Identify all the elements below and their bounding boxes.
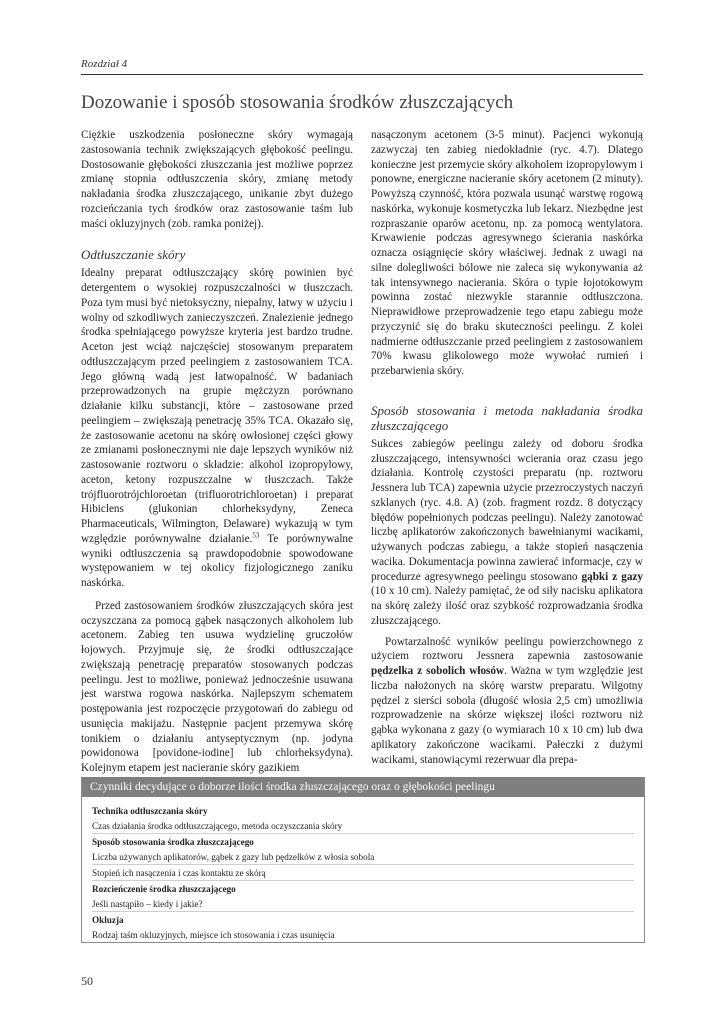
page-number: 50: [81, 974, 93, 988]
preparation-paragraph: Przed zastosowaniem środków złuszczających skóra jest oczyszczana za pomocą gąbek nasączonych alkoholem lub acetonem. Zabieg ten usuwa wydzielinę gruczołów łojowych. Przyjmuje się, że środki odtłuszczające zwiększają penetrację preparatów stosowanych podczas peelingu. Jest to możliwe, ponieważ jednocześnie usuwana jest warstwa rogowa naskórka. Najlepszym schematem postępowania jest rozpoczęcie przygotowań do zabiegu od usunięcia makijażu. Następnie pacjent przemywa skórę tonikiem o działaniu antyseptycznym (np. jodyna powidonowa [povidone-iodine] lub chlorheksydyna). Kolejnym etapem jest nacieranie skóry gazikiem: [81, 599, 353, 774]
degreasing-paragraph: Idealny preparat odtłuszczający skórę powinien być detergentem o wysokiej rozpuszczalności w tłuszczach. Poza tym musi być nietoksyczny, niepalny, łatwy w użyciu i wolny od szkodliwych zanieczyszczeń. Znalezienie jednego środka spełniającego powyższe kryteria jest bardzo trudne. Aceton jest wciąż najczęściej stosowanym preparatem odtłuszczającym przed peelingiem z zastosowaniem TCA. Jego główną wadą jest łatwopalność. W badaniach przeprowadzonych na grupie mężczyzn porównano działanie kilku substancji, które – zastosowane przed peelingiem – zwiększają penetrację 35% TCA. Okazało się, że zastosowanie acetonu na skórę owłosionej części głowy ze zmianami posłonecznymi nie daje lepszych wyników niż zastosowanie roztworu o składzie: alkohol izopropylowy, aceton, ketony rozpuszczalne w tłuszczach. Także trójfluorotrójchloroetan (trifluorotrichloroetan) i preparat Hibiclens (glukonian chlorheksydyny, Zeneca Pharmaceuticals, Wilmington, Delaware) wykazują w tym względzie porównywalne działanie.$^{53}$ Te porównywalne wyniki odtłuszczenia są prawdopodobnie spowodowane występowaniem w tej okolicy fizjologicznego zaniku naskórka.: [81, 267, 353, 589]
section-title: Dozowanie i sposób stosowania środków złuszczających: [81, 92, 514, 113]
bold-gauze: gąbki z gazy: [581, 570, 643, 583]
factors-box-title: Czynniki decydujące o doborze ilości środka złuszczającego oraz o głębokości peelingu: [82, 777, 644, 797]
box-item: Stopień ich nasączenia i czas kontaktu ze skórą: [92, 865, 634, 881]
bold-sable-brush: pędzelka z sobolich włosów: [371, 665, 505, 677]
left-column: [81, 128, 353, 776]
header-rule: [81, 74, 643, 75]
chapter-label: Rozdział 4: [81, 58, 128, 70]
factors-box: [81, 777, 645, 943]
intro-paragraph: Ciężkie uszkodzenia posłoneczne skóry wymagają zastosowania technik zwiększających głębokość peelingu. Dostosowanie głębokości złuszczania jest możliwe poprzez zmianę stopnia odtłuszczenia skóry, zmianę metody nakładania środka złuszczającego, unikanie zbyt dużego rozcieńczania tych środków oraz zastosowanie taśm lub maści okluzyjnych (zob. ramka poniżej).: [81, 129, 353, 230]
footnote-ref: 53: [252, 531, 260, 540]
right-column: [371, 128, 643, 767]
box-item: Liczba używanych aplikatorów, gąbek z gazy lub pędzelków z włosia sobola: [92, 849, 634, 865]
subheading-degreasing: Odtłuszczanie skóry: [81, 247, 186, 263]
box-heading: Okluzja: [92, 915, 124, 925]
box-heading: Rozcieńczenie środka złuszczającego: [92, 884, 236, 894]
box-item: Czas działania środka odtłuszczającego, metoda oczyszczania skóry: [92, 818, 634, 834]
application-paragraph: Sukces zabiegów peelingu zależy od doboru środka złuszczającego, intensywności wcierania oraz czasu jego działania. Kontrolę czystości preparatu (np. roztworu Jessnera lub TCA) zapewnia użycie przezroczystych naczyń szklanych (ryc. 4.8. A) (zob. fragment rozdz. 8 dotyczący błędów popełnionych podczas peelingu). Należy zanotować liczbę aplikatorów zakończonych bawełnianymi wacikami, używanych podczas zabiegu, a także stopień nasączenia wacika. Dokumentacja powinna zawierać informacje, czy w procedurze agresywnego peelingu stosowano gąbki z gazy (10 x 10 cm). Należy pamiętać, że od siły nacisku aplikatora na skórę zależy ilość oraz szybkość rozprowadzania środka złuszczającego.: [371, 437, 643, 627]
brush-paragraph: Powtarzalność wyników peelingu powierzchownego z użyciem roztworu Jessnera zapewnia zastosowanie pędzelka z sobolich włosów. Ważna w tym względzie jest liczba nałożonych na skórę warstw preparatu. Wilgotny pędzel z sierści sobola (długość włosia 2,5 cm) umożliwia rozprowadzenie na skórze większej ilości roztworu niż gąbka wykonana z gazy (o wymiarach 10 x 10 cm) lub dwa aplikatory zakończone wacikami. Pałeczki z dużymi wacikami, stanowiącymi rezerwuar dla prepa-: [371, 635, 643, 766]
factors-box-body: [82, 797, 644, 942]
continuation-paragraph: nasączonym acetonem (3-5 minut). Pacjenci wykonują zazwyczaj ten zabieg niedokładnie (ryc. 4.7). Dlatego konieczne jest przemycie skóry alkoholem izopropylowym i ponowne, energiczne nacieranie skóry acetonem (2 minuty). Powyższą czynność, która pozwala usunąć warstwę rogową naskórka, wykonuje kosmetyczka lub lekarz. Niezbędne jest rozpraszanie oparów acetonu, np. za pomocą wentylatora. Krwawienie podczas agresywnego ścierania naskórka oznacza osiągnięcie skóry właściwej. Jednak z uwagi na silne dolegliwości bólowe nie zaleca się wykonywania aż tak intensywnego nacierania. Skóra o typie łojotokowym powinna zostać niezwykle starannie odtłuszczona. Nieprawidłowe przeprowadzenie tego etapu zabiegu może przyczynić się do braku skuteczności peelingu. Z kolei nadmierne odtłuszczanie przed peelingiem z zastosowaniem 70% kwasu glikolowego może wywołać rumień i przebarwienia skóry.: [371, 129, 643, 377]
box-heading: Sposób stosowania środka złuszczającego: [92, 837, 254, 847]
subheading-application: Sposób stosowania i metoda nakładania środka złuszczającego: [371, 402, 643, 433]
box-item: Rodzaj taśm okluzyjnych, miejsce ich stosowania i czas usunięcia: [92, 930, 335, 940]
box-heading: Technika odtłuszczania skóry: [92, 806, 208, 816]
box-item: Jeśli nastąpiło – kiedy i jakie?: [92, 896, 634, 912]
